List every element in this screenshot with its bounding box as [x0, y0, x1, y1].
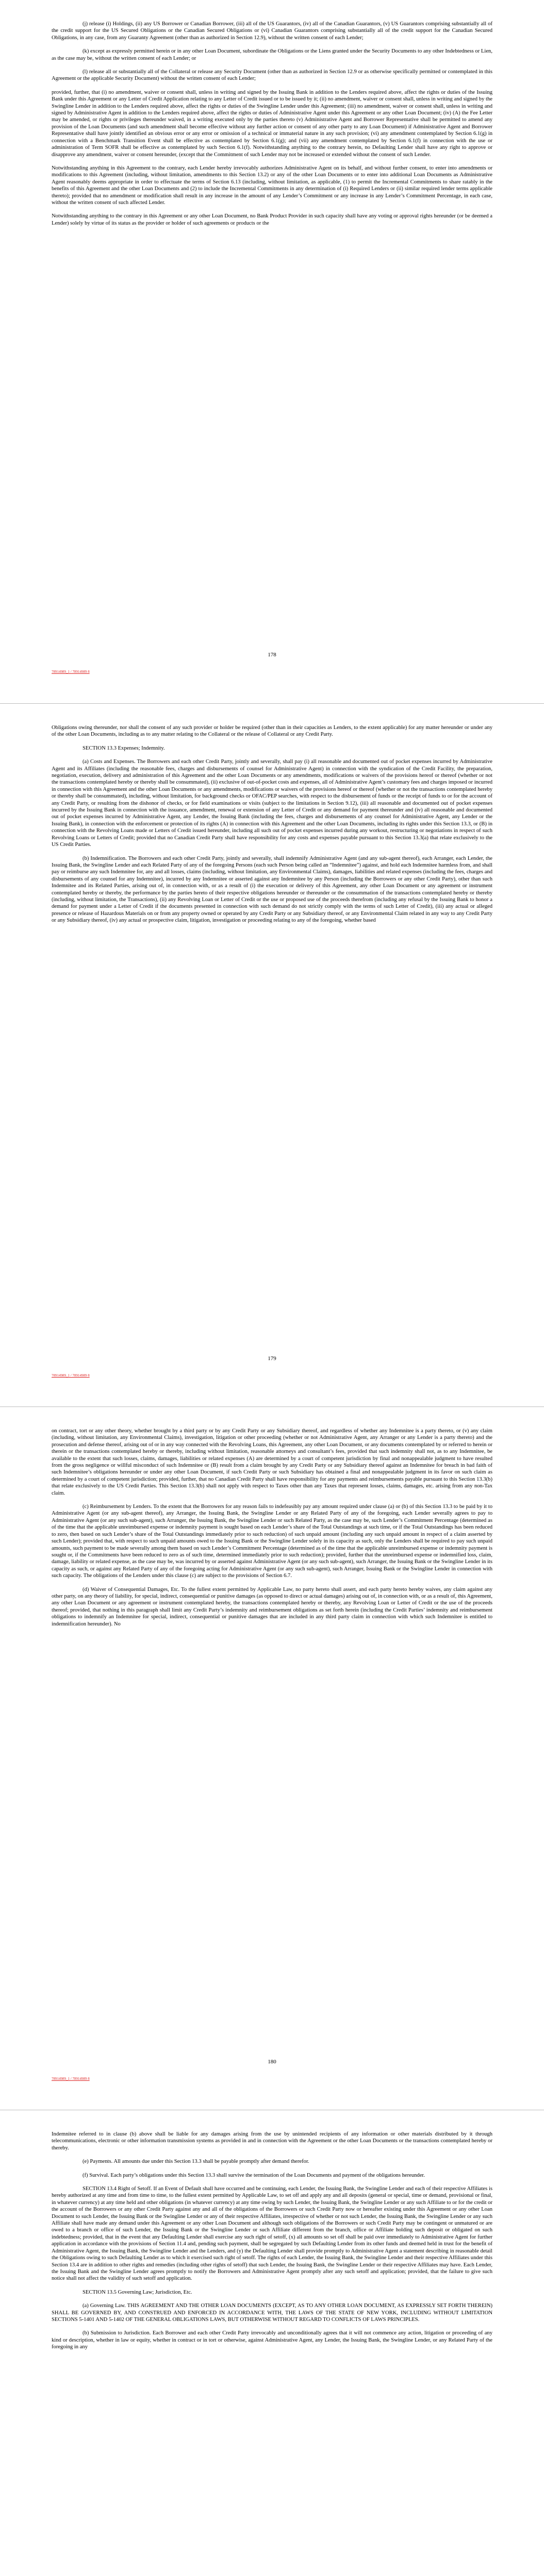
- document-id-link[interactable]: 78914989_1 / 78914989 8: [52, 2077, 90, 2081]
- page-body: [52, 724, 492, 931]
- document-page: [0, 0, 544, 703]
- paragraph: on contract, tort or any other theory, whether brought by a third party or by any Credit Party or any Subsidiary thereof, and regardless of whether any Indemnitee is a party thereto, or (v) any claim (including, without limitation, any Environmental Claims), investigation, litigation or other proceeding (whether or not Administrative Agent, any Arranger or any Lender is a party thereto) and the prosecution and defense thereof, arising out of or in any way connected with the Revolving Loans, this Agreement, any other Loan Document, or any documents contemplated by or referred to herein or therein or the transactions contemplated hereby or thereby, including without limitation, reasonable attorneys and consultant’s fees, provided that such indemnity shall not, as to any Indemnitee, be available to the extent that such losses, claims, damages, liabilities or related expenses (A) are determined by a court of competent jurisdiction by final and nonappealable judgment to have resulted from the gross negligence or willful misconduct of such Indemnitee or (B) result from a claim brought by any Credit Party or any Subsidiary thereof against an Indemnitee for breach in bad faith of such Indemnitee’s obligations hereunder or under any other Loan Document, if such Credit Party or such Subsidiary has obtained a final and nonappealable judgment in its favor on such claim as determined by a court of competent jurisdiction; provided, further, that no Canadian Credit Party shall have responsibility for any payments and reimbursements payable pursuant to this Section 13.3(b) that relate exclusively to the US Credit Parties. This Section 13.3(b) shall not apply with respect to Taxes other than any Taxes that represent losses, claims, damages, etc. arising from any non-Tax claim.: [52, 1428, 492, 1496]
- paragraph: Notwithstanding anything in this Agreement to the contrary, each Lender hereby irrevocably authorizes Administrative Agent on its behalf, and without further consent, to enter into amendments or modifications to this Agreement (including, without limitation, amendments to this Section 13.2) or any of the other Loan Documents or to enter into additional Loan Documents as Administrative Agent reasonably deems appropriate in order to effectuate the terms of Section 6.13 (including, without limitation, as applicable, (1) to permit the Incremental Commitments to share ratably in the benefits of this Agreement and the other Loan Documents and (2) to include the Incremental Commitments in any determination of (i) Required Lenders or (ii) similar required lender terms applicable thereto); provided that no amendment or modification shall result in any increase in the amount of any Lender’s Commitment or any increase in any Lender’s Commitment Percentage, in each case, without the written consent of such affected Lender.: [52, 165, 492, 206]
- paragraph: (l) release all or substantially all of the Collateral or release any Security Document (other than as authorized in Section 12.9 or as otherwise specifically permitted or contemplated in this Agreement or the applicable Security Document) without the written consent of each Lender;: [52, 69, 492, 82]
- paragraph: (b) Indemnification. The Borrowers and each other Credit Party, jointly and severally, shall indemnify Administrative Agent (and any sub-agent thereof), each Arranger, each Lender, the Issuing Bank, the Swingline Lender and each Related Party of any of the foregoing Persons (each such Person being called an “Indemnitee”) against, and hold each Indemnitee harmless from, and shall pay or reimburse any such Indemnitee for, any and all losses, claims (including, without limitation, any Environmental Claims), damages, liabilities and related expenses (including the fees, charges and disbursements of any counsel for any Indemnitee), incurred by any Indemnitee or asserted against any Indemnitee by any Person (including the Borrowers or any other Credit Party), other than such Indemnitee and its Related Parties, arising out of, in connection with, or as a result of (i) the execution or delivery of this Agreement, any other Loan Document or any agreement or instrument contemplated hereby or thereby, the performance by the parties hereto of their respective obligations hereunder or thereunder or the consummation of the transactions contemplated hereby or thereby (including, without limitation, the Transactions), (ii) any Revolving Loan or Letter of Credit or the use or proposed use of the proceeds therefrom (including any refusal by the Issuing Bank to honor a demand for payment under a Letter of Credit if the documents presented in connection with such demand do not strictly comply with the terms of such Letter of Credit), (iii) any actual or alleged presence or release of Hazardous Materials on or from any property owned or operated by any Credit Party or any Subsidiary thereof, or any Environmental Claim related in any way to any Credit Party or any Subsidiary thereof, (iv) any actual or prospective claim, litigation, investigation or proceeding relating to any of the foregoing, whether based: [52, 855, 492, 924]
- document-id-link[interactable]: 78914989_1 / 78914989 8: [52, 670, 90, 674]
- paragraph: (b) Submission to Jurisdiction. Each Borrower and each other Credit Party irrevocably and unconditionally agrees that it will not commence any action, litigation or proceeding of any kind or description, whether in law or equity, whether in contract or in tort or otherwise, against Administrative Agent, any Lender, the Issuing Bank, the Swingline Lender, or any Related Party of the foregoing in any: [52, 2330, 492, 2350]
- paragraph: provided, further, that (i) no amendment, waiver or consent shall, unless in writing and signed by the Issuing Bank in addition to the Lenders required above, affect the rights or duties of the Issuing Bank under this Agreement or any Letter of Credit Application relating to any Letter of Credit issued or to be issued by it; (ii) no amendment, waiver or consent shall, unless in writing and signed by the Swingline Lender in addition to the Lenders required above, affect the rights or duties of the Swingline Lender under this Agreement; (iii) no amendment, waiver or consent shall, unless in writing and signed by Administrative Agent in addition to the Lenders required above, affect the rights or duties of Administrative Agent under this Agreement or any other Loan Document; (iv) (A) the Fee Letter may be amended, or rights or privileges thereunder waived, in a writing executed only by the parties thereto (v) Administrative Agent and Borrower Representative shall be permitted to amend any provision of the Loan Documents (and such amendment shall become effective without any further action or consent of any other party to any Loan Document) if Administrative Agent and Borrower Representative shall have jointly identified an obvious error or any error or omission of a technical or immaterial nature in any such provision; (vi) any amendment contemplated by Section 6.1(g) in connection with a Benchmark Transition Event shall be effective as contemplated by Section 6.1(g); and (vii) any amendment contemplated by Section 6.1(f) in connection with the use or administration of Term SOFR shall be effective as contemplated by such Section 6.1(f). Notwithstanding anything to the contrary herein, no Defaulting Lender shall have any right to approve or disapprove any amendment, waiver or consent hereunder, (except that the Commitment of such Lender may not be increased or extended without the consent of such Lender.: [52, 89, 492, 158]
- paragraph: (e) Payments. All amounts due under this Section 13.3 shall be payable promptly after demand therefor.: [83, 2159, 309, 2165]
- page-number: 179: [268, 1355, 276, 1362]
- paragraph: Notwithstanding anything to the contrary in this Agreement or any other Loan Document, no Bank Product Provider in such capacity shall have any voting or approval rights hereunder (or be deemed a Lender) solely by virtue of its status as the provider or holder of such agreements or products or the: [52, 213, 492, 226]
- paragraph: (f) Survival. Each party’s obligations under this Section 13.3 shall survive the termination of the Loan Documents and payment of the obligations hereunder.: [83, 2172, 425, 2178]
- section-heading: SECTION 13.3 Expenses; Indemnity.: [83, 745, 165, 751]
- section-heading: SECTION 13.5 Governing Law; Jurisdiction, Etc.: [83, 2289, 192, 2295]
- document-page: [0, 2110, 544, 2576]
- paragraph: Obligations owing thereunder, nor shall the consent of any such provider or holder be required (other than in their capacities as Lenders, to the extent applicable) for any matter hereunder or under any of the other Loan Documents, including as to any matter relating to the Collateral or the release of Collateral or any Credit Party.: [52, 725, 492, 738]
- page-body: [52, 21, 492, 233]
- paragraph: (k) except as expressly permitted herein or in any other Loan Document, subordinate the Obligations or the Liens granted under the Security Documents to any other Indebtedness or Lien, as the case may be, without the written consent of each Lender; or: [52, 48, 492, 61]
- paragraph: (a) Governing Law. THIS AGREEMENT AND THE OTHER LOAN DOCUMENTS (EXCEPT, AS TO ANY OTHER LOAN DOCUMENT, AS EXPRESSLY SET FORTH THEREIN) SHALL BE GOVERNED BY, AND CONSTRUED AND ENFORCED IN ACCORDANCE WITH, THE LAWS OF THE STATE OF NEW YORK, INCLUDING WITHOUT LIMITATION SECTIONS 5-1401 AND 5-1402 OF THE GENERAL OBLIGATIONS LAWS, BUT OTHERWISE WITHOUT REGARD TO CONFLICTS OF LAWS PRINCIPLES.: [52, 2303, 492, 2323]
- paragraph: SECTION 13.4 Right of Setoff. If an Event of Default shall have occurred and be continuing, each Lender, the Issuing Bank, the Swingline Lender and each of their respective Affiliates is hereby authorized at any time and from time to time, to the fullest extent permitted by Applicable Law, to set off and apply any and all deposits (general or special, time or demand, provisional or final, in whatever currency) at any time held and other obligations (in whatever currency) at any time owing by such Lender, the Issuing Bank, the Swingline Lender or any such Affiliate to or for the credit or the account of the Borrowers or any other Credit Party against any and all of the obligations of the Borrowers or such Credit Party now or hereafter existing under this Agreement or any other Loan Document to such Lender, the Issuing Bank or the Swingline Lender or any of their respective Affiliates, irrespective of whether or not such Lender, the Issuing Bank, the Swingline Lender or any such Affiliate shall have made any demand under this Agreement or any other Loan Document and although such obligations of the Borrowers or such Credit Party may be contingent or unmatured or are owed to a branch or office of such Lender, the Issuing Bank or the Swingline Lender or such Affiliate different from the branch, office or Affiliate holding such deposit or obligated on such indebtedness; provided, that in the event that any Defaulting Lender shall exercise any such right of setoff, (x) all amounts so set off shall be paid over immediately to Administrative Agent for further application in accordance with the provisions of Section 11.4 and, pending such payment, shall be segregated by such Defaulting Lender from its other funds and deemed held in trust for the benefit of Administrative Agent, the Issuing Bank, the Swingline Lender and the Lenders, and (y) the Defaulting Lender shall provide promptly to Administrative Agent a statement describing in reasonable detail the Obligations owing to such Defaulting Lender as to which it exercised such right of setoff. The rights of each Lender, the Issuing Bank, the Swingline Lender and their respective Affiliates under this Section 13.4 are in addition to other rights and remedies (including other rights of setoff) that such Lender, the Issuing Bank, the Swingline Lender or their respective Affiliates may have. Each Lender, the Issuing Bank and the Swingline Lender agrees promptly to notify the Borrowers and Administrative Agent promptly after any such setoff and application; provided, that the failure to give such notice shall not affect the validity of such setoff and application.: [52, 2186, 492, 2282]
- paragraph: (c) Reimbursement by Lenders. To the extent that the Borrowers for any reason fails to indefeasibly pay any amount required under clause (a) or (b) of this Section 13.3 to be paid by it to Administrative Agent (or any sub-agent thereof), any Arranger, the Issuing Bank, the Swingline Lender or any Related Party of any of the foregoing, each Lender severally agrees to pay to Administrative Agent (or any such sub-agent), such Arranger, the Issuing Bank, the Swingline Lender or such Related Party, as the case may be, such Lender’s Commitment Percentage (determined as of the time that the applicable unreimbursed expense or indemnity payment is sought based on each Lender’s share of the Total Outstandings at such time, or if the Total Outstandings has been reduced to zero, then based on such Lender’s share of the Total Outstandings immediately prior to such reduction) of such unpaid amount (including any such unpaid amount in respect of a claim asserted by such Lender); provided that, with respect to such unpaid amounts owed to the Issuing Bank or the Swingline Lender solely in its capacity as such, only the Lenders shall be required to pay such unpaid amounts, such payment to be made severally among them based on such Lender’s Commitment Percentage (determined as of the time that the applicable unreimbursed expense or indemnity payment is sought or, if the Commitments have been reduced to zero as of such time, determined immediately prior to such reduction); provided, further that the unreimbursed expense or indemnified loss, claim, damage, liability or related expense, as the case may be, was incurred by or asserted against Administrative Agent (or any such sub-agent), such Arranger, the Issuing Bank or the Swingline Lender in its capacity as such, or against any Related Party of any of the foregoing acting for Administrative Agent (or any such sub-agent), such Arranger, Issuing Bank or the Swingline Lender in connection with such capacity. The obligations of the Lenders under this clause (c) are subject to the provisions of Section 6.7.: [52, 1504, 492, 1579]
- document-page: [0, 703, 544, 1407]
- page-body: [52, 1428, 492, 1634]
- document-page: [0, 1406, 544, 2110]
- paragraph: Indemnitee referred to in clause (b) above shall be liable for any damages arising from the use by unintended recipients of any information or other materials distributed by it through telecommunications, electronic or other information transmission systems as provided in and in connection with the Agreement or the other Loan Documents or the transactions contemplated hereby or thereby.: [52, 2131, 492, 2151]
- page-number: 180: [268, 2059, 276, 2065]
- document-id-link[interactable]: 78914989_1 / 78914989 8: [52, 1374, 90, 1378]
- page-number: 178: [268, 652, 276, 658]
- paragraph: (a) Costs and Expenses. The Borrowers and each other Credit Party, jointly and severally, shall pay (i) all reasonable and documented out of pocket expenses incurred by Administrative Agent and its Affiliates (including the reasonable fees, charges and disbursements of counsel for Administrative Agent) in connection with the syndication of the Credit Facility, the preparation, negotiation, execution, delivery and administration of this Agreement and the other Loan Documents or any amendments, modifications or waivers of the provisions hereof or thereof (whether or not the transactions contemplated hereby or thereby shall be consummated), (ii) exclusive of out-of-pocket costs and expenses, all of Administrative Agent’s customary fees and charges imposed or incurred in connection with this Agreement and the other Loan Documents or any amendments, modifications or waivers of the provisions hereof or thereof (whether or not the transactions contemplated hereby or thereby shall be consummated), including, without limitation, for background checks or OFAC/PEP searches, with respect to the disbursement of funds or the receipt of funds to or for the account of any Credit Party, or resulting from the dishonor of checks, or for field examinations or visits (subject to the limitations in Section 9.12), (iii) all reasonable and documented out of pocket expenses incurred by the Issuing Bank in connection with the issuance, amendment, renewal or extension of any Letter of Credit or any demand for payment thereunder and (iv) all reasonable and documented out of pocket expenses incurred by Administrative Agent, any Lender, the Issuing Bank (including the fees, charges and disbursements of any counsel for Administrative Agent, any Lender or the Issuing Bank), in connection with the enforcement or protection of its rights (A) in connection with this Agreement and the other Loan Documents, including its rights under this Section 13.3, or (B) in connection with the Revolving Loans made or Letters of Credit issued hereunder, including all such out of pocket expenses incurred during any workout, restructuring or negotiations in respect of such Revolving Loans or Letters of Credit; provided that no Canadian Credit Party shall have responsibility for any costs and expenses payable pursuant to this Section 13.3(a) that relate exclusively to the US Credit Parties.: [52, 759, 492, 848]
- paragraph: (d) Waiver of Consequential Damages, Etc. To the fullest extent permitted by Applicable Law, no party hereto shall assert, and each party hereto hereby waives, any claim against any other party, on any theory of liability, for special, indirect, consequential or punitive damages (as opposed to direct or actual damages) arising out of, in connection with, or as a result of, this Agreement, any other Loan Document or any agreement or instrument contemplated hereby, the transactions contemplated hereby or thereby, any Revolving Loan or Letter of Credit or the use of the proceeds thereof; provided, that nothing in this paragraph shall limit any Credit Party’s indemnity and reimbursement obligations as set forth herein (including the Credit Parties’ indemnity and reimbursement obligations to indemnify an Indemnitee for special, indirect, consequential or punitive damages that are included in any third party claim in connection with which such Indemnitee is entitled to indemnification hereunder). No: [52, 1586, 492, 1627]
- paragraph: (j) release (i) Holdings, (ii) any US Borrower or Canadian Borrower, (iii) all of the US Guarantors, (iv) all of the Canadian Guarantors, (v) US Guarantors comprising substantially all of the credit support for the US Secured Obligations or the Canadian Secured Obligations or (vi) Canadian Guarantors comprising substantially all of the credit support for the Canadian Secured Obligations, in any case, from any Guaranty Agreement (other than as authorized in Section 12.9), without the written consent of each Lender;: [52, 21, 492, 41]
- page-body: [52, 2131, 492, 2358]
